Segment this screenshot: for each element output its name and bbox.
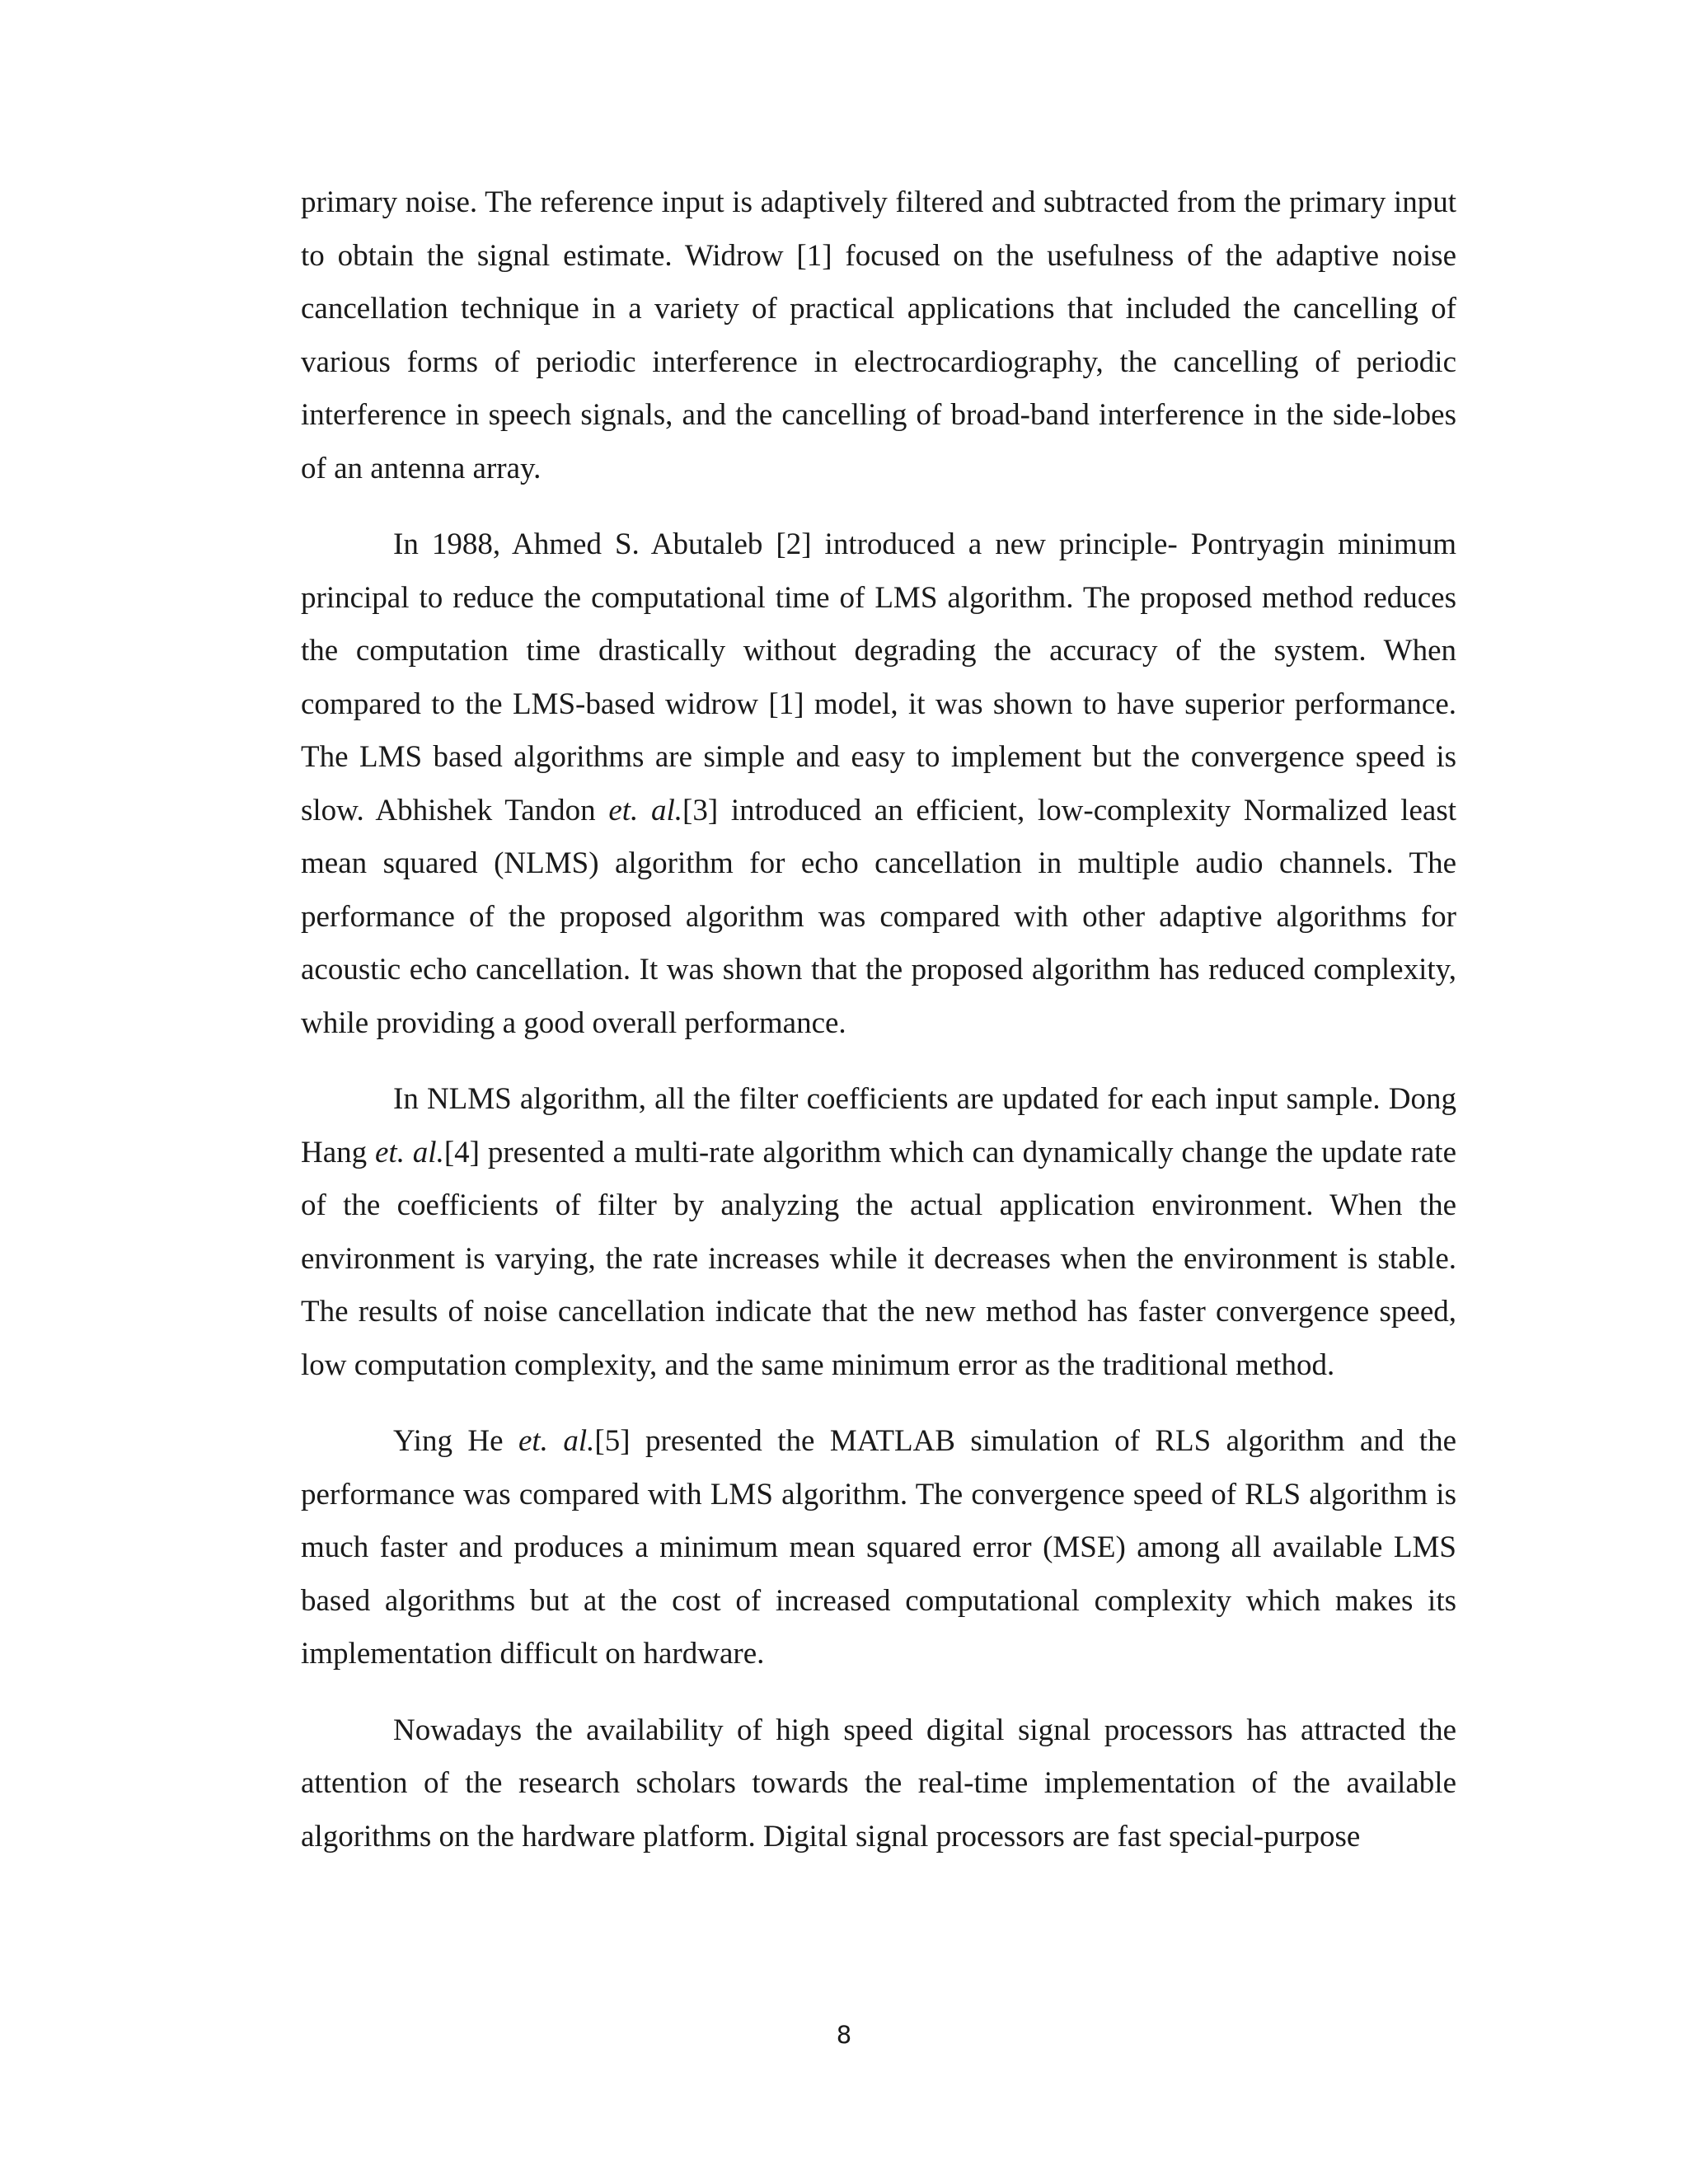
paragraph-3 <box>301 1073 1456 1392</box>
paragraph-4 <box>301 1415 1456 1681</box>
paragraph-2-text-end: [3] introduced an efficient, low-complexity Normalized least mean squared (NLMS) algorithm for echo cancellation in multiple audio channels. The performance of the proposed algorithm was compared with other adaptive algorithms for acoustic echo cancellation. It was shown that the proposed algorithm has reduced complexity, while providing a good overall performance. <box>301 793 1456 1040</box>
paragraph-4-text-start: Ying He <box>393 1424 518 1458</box>
paragraph-4-etal: et. al. <box>518 1424 595 1458</box>
paragraph-2-etal: et. al. <box>608 793 683 827</box>
paragraph-3-text-end: [4] presented a multi-rate algorithm which can dynamically change the update rate of the coefficients of filter by analyzing the actual application environment. When the environment is varying, the rate increases while it decreases when the environment is stable. The results of noise cancellation indicate that the new method has faster convergence speed, low computation complexity, and the same minimum error as the traditional method. <box>301 1135 1456 1382</box>
paragraph-5 <box>301 1704 1456 1864</box>
page-number: 8 <box>836 2021 852 2049</box>
body-text <box>301 176 1456 1863</box>
paragraph-5-text: Nowadays the availability of high speed digital signal processors has attracted the attention of the research scholars towards the real-time implementation of the available algorithms on the hardware platform. Digital signal processors are fast special-purpose <box>301 1713 1456 1854</box>
paragraph-2 <box>301 518 1456 1050</box>
paragraph-1 <box>301 176 1456 495</box>
paragraph-2-text-start: In 1988, Ahmed S. Abutaleb [2] introduced a new principle- Pontryagin minimum principal to reduce the computational time of LMS algorithm. The proposed method reduces the computation time drastically without degrading the accuracy of the system. When compared to the LMS-based widrow [1] model, it was shown to have superior performance. The LMS based algorithms are simple and easy to implement but the convergence speed is slow. Abhishek Tandon <box>301 527 1456 827</box>
paragraph-3-etal: et. al. <box>375 1135 444 1169</box>
paragraph-1-text: primary noise. The reference input is adaptively filtered and subtracted from the primary input to obtain the signal estimate. Widrow [1] focused on the usefulness of the adaptive noise cancellation technique in a variety of practical applications that included the cancelling of various forms of periodic interference in electrocardiography, the cancelling of periodic interference in speech signals, and the cancelling of broad-band interference in the side-lobes of an antenna array. <box>301 185 1456 485</box>
paragraph-4-text-end: [5] presented the MATLAB simulation of RLS algorithm and the performance was compared with LMS algorithm. The convergence speed of RLS algorithm is much faster and produces a minimum mean squared error (MSE) among all available LMS based algorithms but at the cost of increased computational complexity which makes its implementation difficult on hardware. <box>301 1424 1456 1671</box>
paragraph-3-text-start: In NLMS algorithm, all the filter coefficients are updated for each input sample. Dong Hang <box>301 1082 1456 1169</box>
